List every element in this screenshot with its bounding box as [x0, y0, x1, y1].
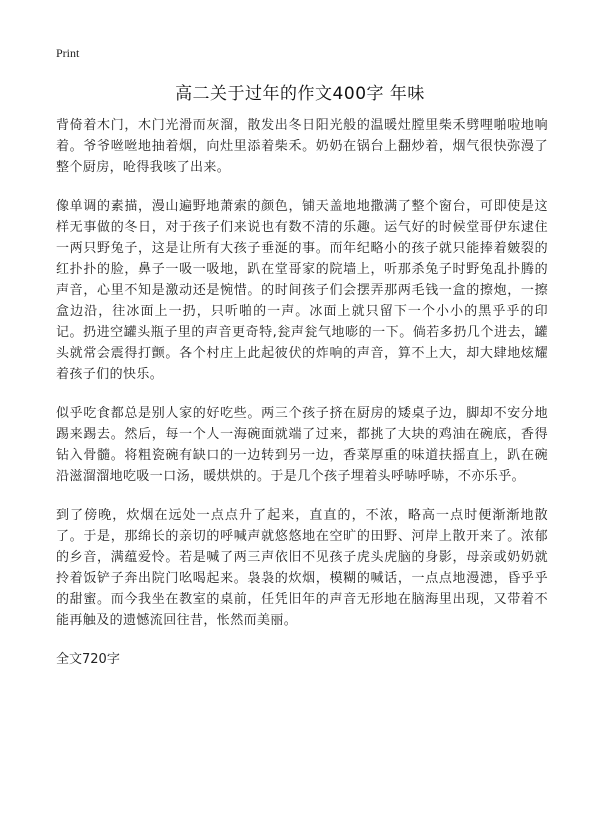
- word-count: 全文720字: [56, 652, 120, 667]
- paragraph-3: 似乎吃食都总是别人家的好吃些。两三个孩子挤在厨房的矮桌子边，脚却不安分地踢来踢去。然后，每一个人一海碗面就端了过来，都挑了大块的鸡油在碗底，香得钻入骨髓。将粗瓷碗有缺口的一边转到另一边，香菜厚重的味道扶摇直上，趴在碗沿滋溜溜地吃吸一口汤，暖烘烘的。于是几个孩子埋着头呼哧呼哧，不亦乐乎。: [56, 406, 548, 484]
- paragraph-1: 背倚着木门，木门光滑而灰溜，散发出冬日阳光般的温暖灶膛里柴禾劈哩啪啦地响着。爷爷咝咝地抽着烟，向灶里添着柴禾。奶奶在锅台上翻炒着，烟气很快弥漫了整个厨房，呛得我咳了出来。: [56, 118, 548, 175]
- print-link[interactable]: Print: [56, 46, 80, 60]
- page-title: 高二关于过年的作文400字 年味: [175, 84, 425, 104]
- paragraph-4: 到了傍晚，炊烟在远处一点点升了起来，直直的，不浓，略高一点时便渐渐地散了。于是，那绵长的亲切的呼喊声就悠悠地在空旷的田野、河岸上散开来了。浓郁的乡音，满蕴爱怜。若是喊了两三声依旧不见孩子虎头虎脑的身影，母亲或奶奶就拎着饭铲子奔出院门吆喝起来。袅袅的炊烟，模糊的喊话，一点点地漫漶，昏乎乎的甜蜜。而今我坐在教室的桌前，任凭旧年的声音无形地在脑海里出现，又带着不能再触及的遗憾流回往昔，怅然而美丽。: [56, 508, 548, 628]
- paragraph-2: 像单调的素描，漫山遍野地萧索的颜色，铺天盖地地撒满了整个窗台，可即使是这样无事做的冬日，对于孩子们来说也有数不清的乐趣。运气好的时候堂哥伊东逮住一两只野兔子，这是让所有大孩子垂涎的事。而年纪略小的孩子就只能捧着皴裂的红扑扑的脸，鼻子一吸一吸地，趴在堂哥家的院墙上，听那杀兔子时野兔乱扑腾的声音，心里不知是激动还是惋惜。的时间孩子们会摆弄那两毛钱一盒的擦炮，一擦盒边沿，往冰面上一扔，只听啪的一声。冰面上就只留下一个小小的黑乎乎的印记。扔进空罐头瓶子里的声音更奇特,瓮声瓮气地嘭的一下。倘若多扔几个进去，罐头就常会震得打颤。各个村庄上此起彼伏的炸响的声音，算不上大，却大肆地炫耀着孩子们的快乐。: [56, 199, 548, 382]
- article-body: [56, 115, 548, 670]
